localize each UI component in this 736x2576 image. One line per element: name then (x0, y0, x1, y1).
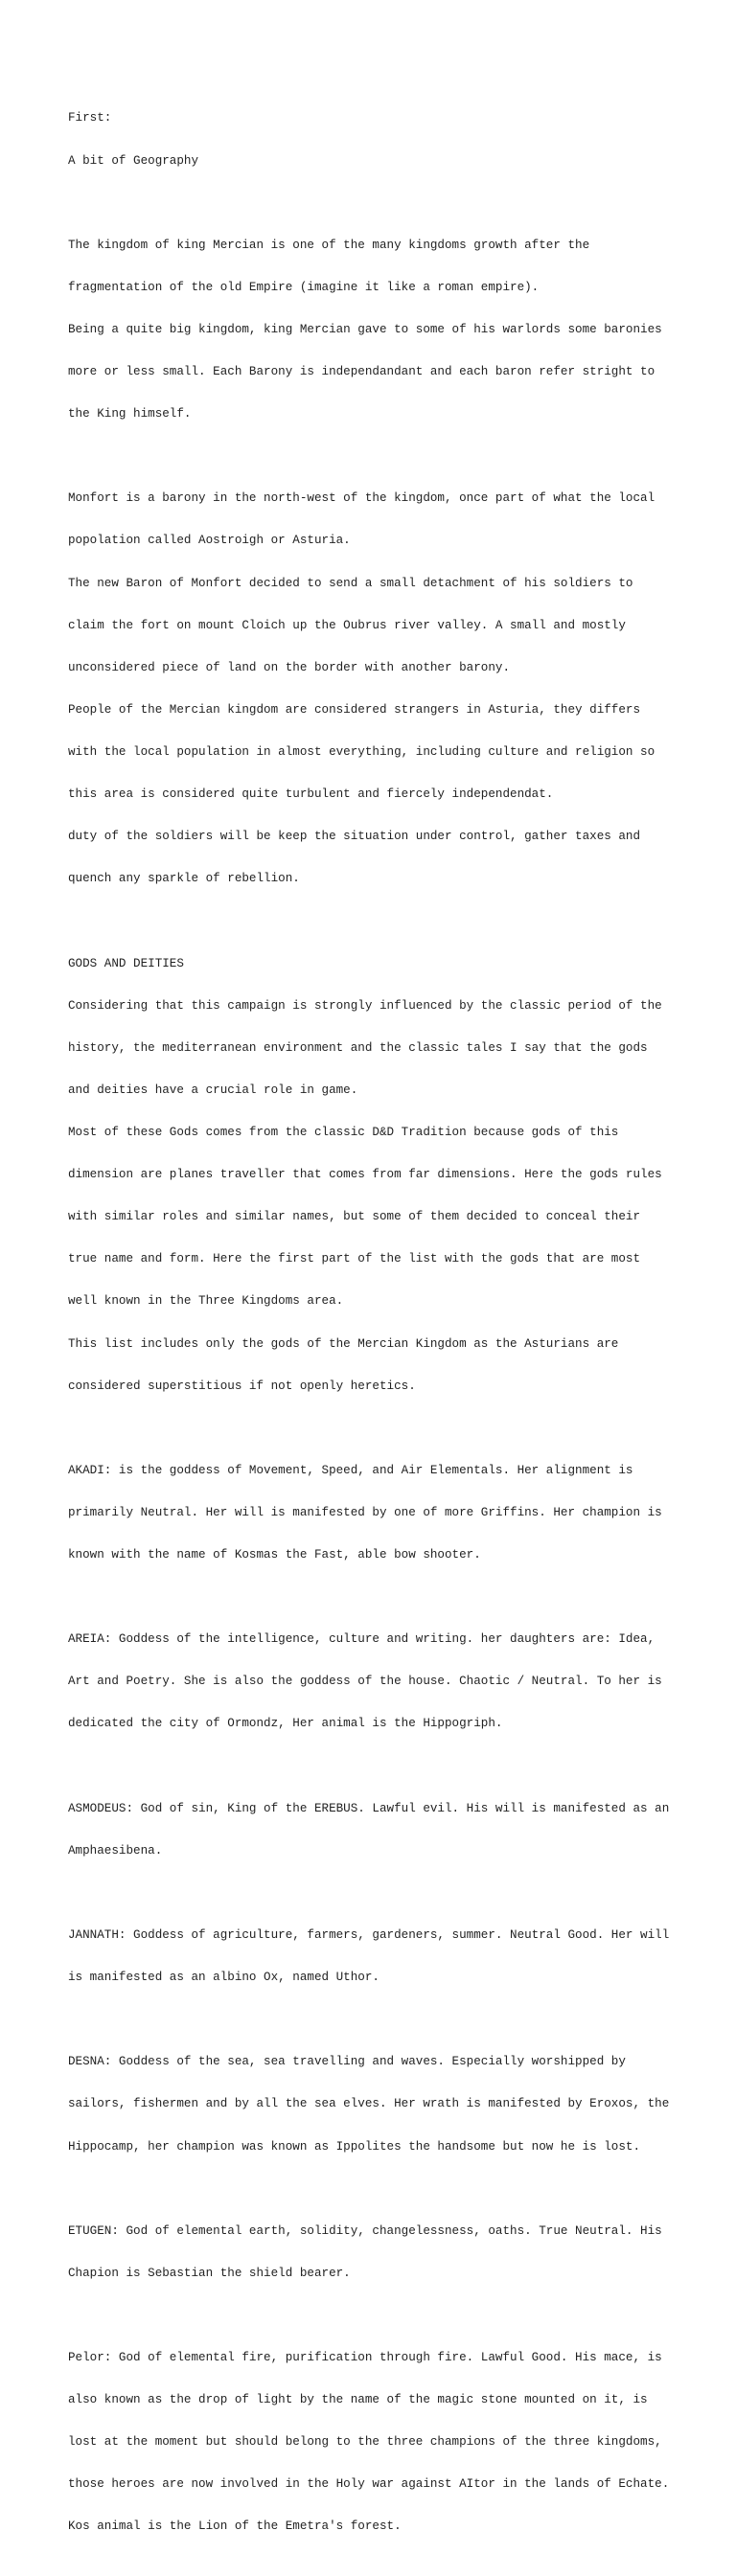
text-line: AKADI: is the goddess of Movement, Speed, and Air Elementals. Her alignment is (68, 1463, 633, 1477)
text-line: dedicated the city of Ormondz, Her animal is the Hippogriph. (68, 1717, 503, 1731)
text-line: JANNATH: Goddess of agriculture, farmers, gardeners, summer. Neutral Good. Her will (68, 1928, 670, 1942)
paragraph-desna (68, 2027, 701, 2182)
text-line: A bit of Geography (68, 153, 199, 168)
document-page (68, 83, 701, 2576)
text-line: Chapion is Sebastian the shield bearer. (68, 2266, 351, 2280)
text-line: Amphaesibena. (68, 1843, 163, 1858)
text-line: more or less small. Each Barony is independandant and each baron refer stright to (68, 365, 656, 379)
paragraph-pelor (68, 2323, 701, 2563)
text-line: ETUGEN: God of elemental earth, solidity, changelessness, oaths. True Neutral. His (68, 2223, 662, 2238)
text-line: this area is considered quite turbulent and fiercely independendat. (68, 787, 554, 802)
paragraph-heading (68, 83, 701, 196)
paragraph-areia (68, 1605, 701, 1760)
text-line: Most of these Gods comes from the classic D&D Tradition because gods of this (68, 1125, 619, 1139)
paragraph-monfort (68, 464, 701, 915)
text-line: history, the mediterranean environment and the classic tales I say that the gods (68, 1040, 648, 1055)
text-line: fragmentation of the old Empire (imagine it like a roman empire). (68, 280, 540, 294)
text-line: duty of the soldiers will be keep the situation under control, gather taxes and (68, 830, 641, 844)
text-line: unconsidered piece of land on the border with another barony. (68, 660, 511, 674)
text-line: well known in the Three Kingdoms area. (68, 1294, 344, 1309)
text-line: and deities have a crucial role in game. (68, 1083, 358, 1097)
paragraph-kingdom (68, 210, 701, 449)
text-line: Being a quite big kingdom, king Mercian gave to some of his warlords some baronies (68, 322, 662, 336)
text-line: those heroes are now involved in the Holy war against AItor in the lands of Echate. (68, 2477, 670, 2492)
paragraph-jannath (68, 1901, 701, 2014)
text-line: sailors, fishermen and by all the sea elves. Her wrath is manifested by Eroxos, the (68, 2097, 670, 2111)
text-line: Hippocamp, her champion was known as Ippolites the handsome but now he is lost. (68, 2139, 641, 2154)
text-line: GODS AND DEITIES (68, 956, 184, 970)
text-line: Pelor: God of elemental fire, purification through fire. Lawful Good. His mace, is (68, 2351, 662, 2365)
text-line: ASMODEUS: God of sin, King of the EREBUS. Lawful evil. His will is manifested as an (68, 1801, 670, 1815)
text-line: claim the fort on mount Cloich up the Oubrus river valley. A small and mostly (68, 618, 626, 632)
text-line: People of the Mercian kingdom are considered strangers in Asturia, they differs (68, 702, 641, 717)
text-line: primarily Neutral. Her will is manifested by one of more Griffins. Her champion is (68, 1505, 662, 1519)
text-line: Considering that this campaign is strongly influenced by the classic period of the (68, 998, 662, 1013)
text-line: The kingdom of king Mercian is one of the many kingdoms growth after the (68, 238, 590, 252)
text-line: popolation called Aostroigh or Asturia. (68, 534, 351, 548)
text-line: Monfort is a barony in the north-west of the kingdom, once part of what the local (68, 491, 656, 506)
text-line: DESNA: Goddess of the sea, sea travelling and waves. Especially worshipped by (68, 2055, 626, 2069)
paragraph-akadi (68, 1435, 701, 1590)
text-line: is manifested as an albino Ox, named Uthor. (68, 1971, 380, 1985)
text-line: with similar roles and similar names, but some of them decided to conceal their (68, 1210, 641, 1224)
text-line: dimension are planes traveller that comes from far dimensions. Here the gods rules (68, 1168, 662, 1182)
paragraph-gods-intro (68, 928, 701, 1422)
paragraph-asmodeus (68, 1773, 701, 1886)
text-line: also known as the drop of light by the name of the magic stone mounted on it, is (68, 2393, 648, 2407)
text-line: considered superstitious if not openly heretics. (68, 1379, 416, 1393)
text-line: quench any sparkle of rebellion. (68, 872, 300, 886)
text-line: Kos animal is the Lion of the Emetra's forest. (68, 2519, 402, 2534)
text-line: Art and Poetry. She is also the goddess of the house. Chaotic / Neutral. To her is (68, 1675, 662, 1689)
paragraph-etugen (68, 2196, 701, 2309)
text-line: The new Baron of Monfort decided to send a small detachment of his soldiers to (68, 576, 633, 590)
text-line: lost at the moment but should belong to the three champions of the three kingdoms, (68, 2435, 662, 2450)
text-line: true name and form. Here the first part of the list with the gods that are most (68, 1252, 641, 1266)
text-line: First: (68, 111, 112, 125)
text-line: with the local population in almost everything, including culture and religion so (68, 745, 656, 760)
text-line: the King himself. (68, 407, 192, 422)
text-line: known with the name of Kosmas the Fast, able bow shooter. (68, 1548, 481, 1562)
text-line: AREIA: Goddess of the intelligence, culture and writing. her daughters are: Idea, (68, 1632, 656, 1647)
text-line: This list includes only the gods of the Mercian Kingdom as the Asturians are (68, 1336, 619, 1351)
